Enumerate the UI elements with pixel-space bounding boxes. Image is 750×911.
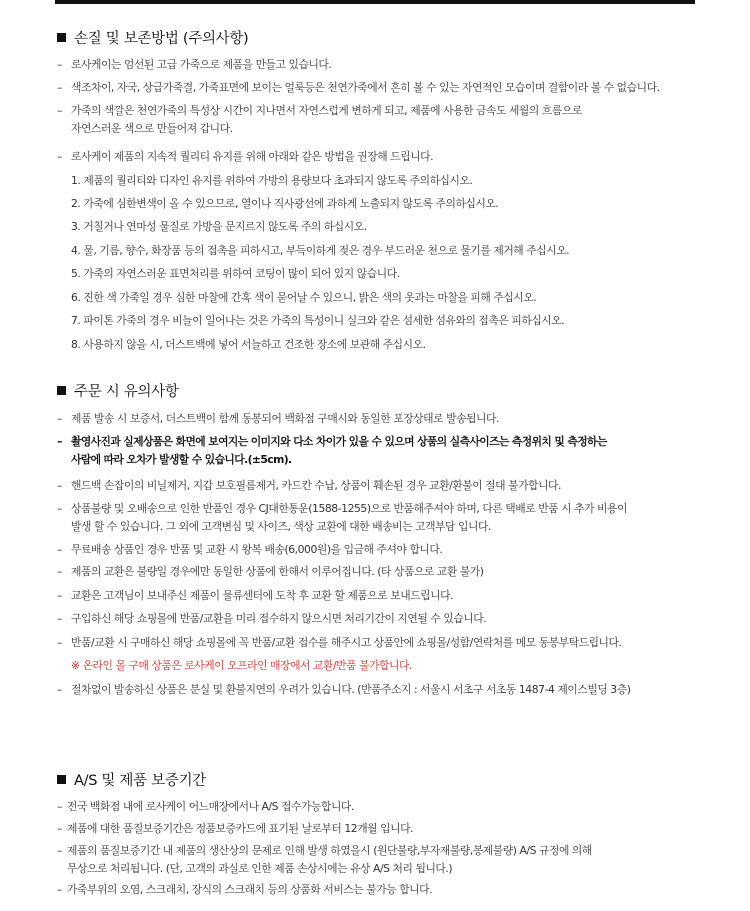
section-care-title: 손질 및 보존방법 (주의사항) — [57, 27, 248, 48]
square-bullet-icon — [57, 386, 66, 395]
order-item-5: – 무료배송 상품인 경우 반품 및 교환 시 왕복 배송(6,000원)을 입금해 주셔야 합니다. — [57, 543, 443, 556]
order-item-4: – 상품불량 및 오배송으로 인한 반품인 경우 CJ대한통운(1588-1255)으로 반품해주셔야 하며, 다른 택배로 반품 시 추가 비용이 — [57, 502, 627, 515]
as-item-2: – 제품에 대한 품질보증기간은 정품보증카드에 표기된 날로부터 12개월 입니다. — [57, 822, 414, 835]
order-item-10: – 절차없이 발송하신 상품은 분실 및 환불지연의 우려가 있습니다. (반품주소지 : 서울시 서초구 서초동 1487-4 제이스빌딩 3층) — [57, 683, 631, 696]
care-item-3: 3. 거칠거나 연마성 물질로 가방을 문지르지 않도록 주의 하십시오. — [71, 220, 367, 233]
care-item-5: 5. 가죽의 자연스러운 표면처리를 위하여 코팅이 많이 되어 있지 않습니다. — [71, 267, 400, 280]
care-item-1: 1. 제품의 퀄리티와 디자인 유지를 위하여 가방의 용량보다 초과되지 않도록 주의하십시오. — [71, 174, 473, 187]
order-item-9: – 반품/교환 시 구매하신 해당 쇼핑몰에 꼭 반품/교환 접수를 해주시고 상품안에 쇼핑몰/성함/연락처를 메모 동봉부탁드립니다. — [57, 636, 622, 649]
square-bullet-icon — [57, 775, 66, 784]
care-item-6: 6. 진한 색 가죽일 경우 심한 마찰에 간혹 색이 묻어날 수 있으니, 밝은 색의 옷과는 마찰을 피해 주십시오. — [71, 291, 537, 304]
order-item-7: – 교환은 고객님이 보내주신 제품이 물류센터에 도착 후 교환 할 제품으로 보내드립니다. — [57, 589, 454, 602]
order-item-3: – 핸드백 손잡이의 비닐제거, 지갑 보호필름제거, 카드칸 수납, 상품이 훼손된 경우 교환/환불이 절대 불가합니다. — [57, 479, 562, 492]
order-item-8: – 구입하신 해당 쇼핑몰에 반품/교환을 미리 접수하지 않으시면 처리기간이 지연될 수 있습니다. — [57, 612, 487, 625]
as-item-4: – 가죽부위의 오염, 스크래치, 장식의 스크래치 등의 상품화 서비스는 불가능 합니다. — [57, 883, 433, 896]
care-bullet-3-cont: 자연스러운 색으로 만들어져 갑니다. — [71, 122, 233, 135]
order-item-2: – 촬영사진과 실제상품은 화면에 보여지는 이미지와 다소 차이가 있을 수 있으며 상품의 실측사이즈는 측정위치 및 측정하는 — [57, 435, 607, 448]
offline-exchange-notice: ※ 온라인 몰 구매 상품은 로사케이 오프라인 매장에서 교환/반품 불가합니다. — [71, 659, 412, 672]
square-bullet-icon — [57, 33, 66, 42]
as-item-1: – 전국 백화점 내에 로사케이 어느매장에서나 A/S 접수가능합니다. — [57, 800, 354, 813]
care-item-2: 2. 가죽에 심한변색이 올 수 있으므로, 열이나 직사광선에 과하게 노출되지 않도록 주의하십시오. — [71, 197, 499, 210]
top-divider-bar — [55, 0, 695, 4]
care-item-8: 8. 사용하지 않을 시, 더스트백에 넣어 서늘하고 건조한 장소에 보관해 주십시오. — [71, 338, 426, 351]
order-item-4-cont: 발생 할 수 있습니다. 그 외에 고객변심 및 사이즈, 색상 교환에 대한 배송비는 고객부담 입니다. — [71, 520, 491, 533]
care-item-7: 7. 파이톤 가죽의 경우 비늘이 일어나는 것은 가죽의 특성이니 실크와 같은 섬세한 섬유와의 접촉은 피하십시오. — [71, 314, 565, 327]
order-item-6: – 제품의 교환은 불량일 경우에만 동일한 상품에 한해서 이루어집니다. (타 상품으로 교환 불가) — [57, 565, 484, 578]
care-item-4: 4. 물, 기름, 향수, 화장품 등의 접촉을 피하시고, 부득이하게 젖은 경우 부드러운 천으로 물기를 제거해 주십시오. — [71, 244, 570, 257]
as-item-3: – 제품의 품질보증기간 내 제품의 생산상의 문제로 인해 발생 하였을시 (원단불량,부자재불량,봉제불량) A/S 규정에 의해 — [57, 844, 592, 857]
as-item-3-cont: 무상으로 처리됩니다. (단, 고객의 과실로 인한 제품 손상시에는 유상 A/S 처리 됩니다.) — [67, 862, 453, 875]
care-intro: – 로사케이 제품의 지속적 퀄리티 유지를 위해 아래와 같은 방법을 권장해 드립니다. — [57, 150, 434, 163]
section-order-title: 주문 시 유의사항 — [57, 380, 179, 401]
care-bullet-1: – 로사케이는 엄선된 고급 가죽으로 제품을 만들고 있습니다. — [57, 58, 332, 71]
order-item-2-cont: 사람에 따라 오차가 발생할 수 있습니다.(±5cm). — [71, 453, 292, 466]
care-bullet-3: – 가죽의 색깔은 천연가죽의 특성상 시간이 지나면서 자연스럽게 변하게 되고, 제품에 사용한 금속도 세월의 흐름으로 — [57, 104, 582, 117]
order-item-1: – 제품 발송 시 보증서, 더스트백이 함께 동봉되어 백화점 구매시와 동일한 포장상태로 발송됩니다. — [57, 412, 499, 425]
care-bullet-2: – 색조차이, 자국, 상급가죽결, 가죽표면에 보이는 얼룩등은 천연가죽에서 흔히 볼 수 있는 자연적인 모습이며 결함이라 볼 수 없습니다. — [57, 81, 660, 94]
section-as-title: A/S 및 제품 보증기간 — [57, 769, 206, 790]
